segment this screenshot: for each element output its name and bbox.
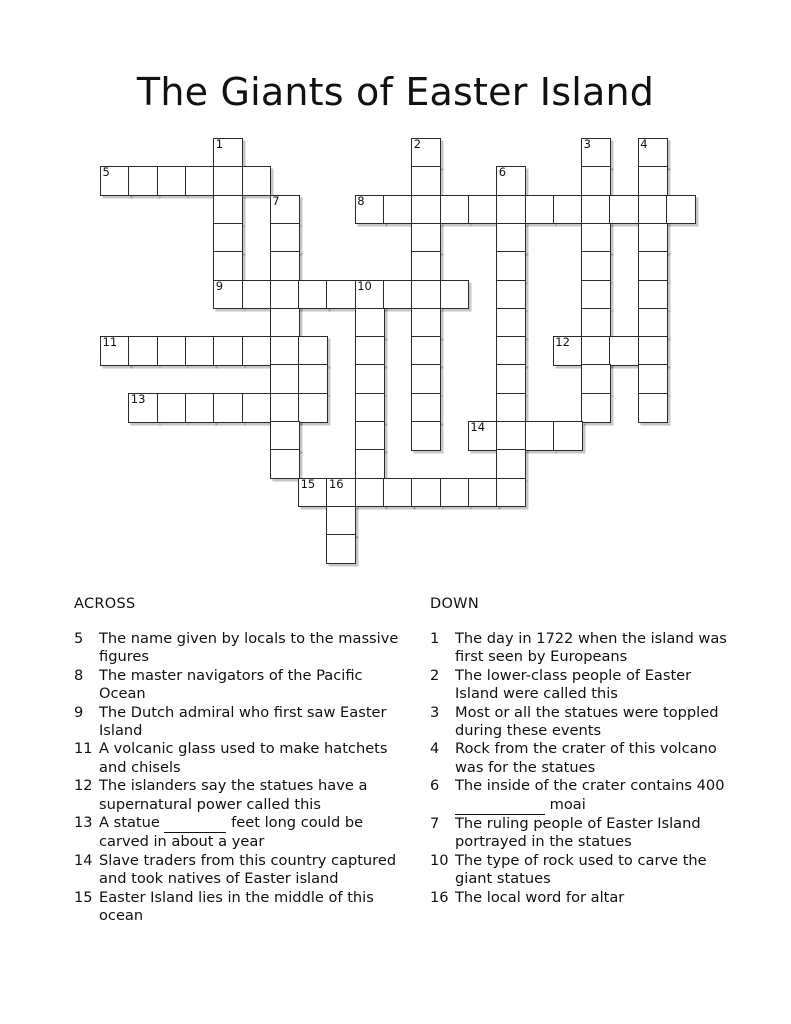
cell-r11c9[interactable]	[355, 449, 385, 479]
cell-r6c14[interactable]	[496, 308, 526, 338]
clue-item[interactable]	[74, 852, 404, 889]
clue-item[interactable]	[74, 777, 404, 814]
cell-r12c9[interactable]	[355, 478, 385, 508]
cell-r1c1[interactable]	[128, 166, 158, 196]
cell-r8c17[interactable]	[581, 364, 611, 394]
cell-r12c11[interactable]	[411, 478, 441, 508]
cell-r13c8[interactable]	[326, 506, 356, 536]
cell-r0c11[interactable]	[411, 138, 441, 168]
clue-item[interactable]	[430, 777, 730, 815]
clue-text: The local word for altar	[455, 888, 625, 906]
cell-number-6: 6	[498, 165, 507, 180]
clue-number: 8	[74, 666, 84, 684]
clue-item[interactable]	[430, 740, 730, 777]
down-clue-column	[430, 596, 730, 907]
cell-r12c12[interactable]	[440, 478, 470, 508]
cell-r9c7[interactable]	[298, 393, 328, 423]
clue-text: The type of rock used to carve the giant statues	[455, 851, 707, 888]
cell-r7c5[interactable]	[242, 336, 272, 366]
clue-item[interactable]	[74, 814, 404, 852]
cell-number-5: 5	[102, 165, 110, 180]
cell-r2c11[interactable]	[411, 195, 441, 225]
cell-r10c15[interactable]	[525, 421, 555, 451]
cell-r9c2[interactable]	[157, 393, 187, 423]
cell-r0c17[interactable]	[581, 138, 611, 168]
down-heading: DOWN	[430, 596, 479, 612]
cell-number-15: 15	[300, 476, 316, 491]
cell-r10c11[interactable]	[411, 421, 441, 451]
cell-r5c17[interactable]	[581, 280, 611, 310]
cell-r5c8[interactable]	[326, 280, 356, 310]
cell-r10c14[interactable]	[496, 421, 526, 451]
clue-text: Slave traders from this country captured and took natives of Easter island	[99, 851, 397, 888]
cell-r2c4[interactable]	[213, 195, 243, 225]
cell-r1c11[interactable]	[411, 166, 441, 196]
cell-r11c14[interactable]	[496, 449, 526, 479]
cell-number-11: 11	[102, 335, 118, 350]
cell-r4c11[interactable]	[411, 251, 441, 281]
cell-number-1: 1	[215, 137, 224, 151]
cell-r5c7[interactable]	[298, 280, 328, 310]
cell-r8c14[interactable]	[496, 364, 526, 394]
clue-text: The islanders say the statues have a supernatural power called this	[99, 777, 368, 813]
down-clue-list	[430, 630, 730, 907]
cell-r4c4[interactable]	[213, 251, 243, 281]
clue-number: 13	[74, 814, 93, 832]
cell-r5c9[interactable]	[355, 280, 385, 310]
cell-r10c6[interactable]	[270, 421, 300, 451]
cell-r2c18[interactable]	[609, 195, 639, 225]
clue-number: 5	[74, 630, 84, 647]
cell-r7c7[interactable]	[298, 336, 328, 366]
clue-text: Easter Island lies in the middle of this ocean	[99, 888, 374, 925]
cell-r7c1[interactable]	[128, 336, 158, 366]
cell-r1c3[interactable]	[185, 166, 215, 196]
cell-r5c19[interactable]	[638, 280, 668, 310]
cell-number-16: 16	[328, 476, 344, 491]
cell-r4c17[interactable]	[581, 251, 611, 281]
clue-number: 10	[430, 851, 449, 869]
cell-r5c5[interactable]	[242, 280, 272, 310]
cell-r3c19[interactable]	[638, 223, 668, 253]
clue-item[interactable]	[74, 740, 404, 777]
clue-number: 12	[74, 777, 93, 795]
clue-number: 16	[430, 888, 449, 906]
cell-r2c9[interactable]	[355, 195, 385, 225]
cell-r12c7[interactable]	[298, 478, 328, 508]
across-heading: ACROSS	[74, 596, 136, 612]
cell-r3c6[interactable]	[270, 223, 300, 253]
cell-r9c9[interactable]	[355, 393, 385, 423]
cell-number-2: 2	[413, 137, 422, 151]
cell-r3c4[interactable]	[213, 223, 243, 253]
across-clue-column	[74, 596, 404, 926]
cell-r1c0[interactable]	[100, 166, 130, 196]
cell-r2c12[interactable]	[440, 195, 470, 225]
cell-number-13: 13	[130, 391, 146, 406]
cell-r7c6[interactable]	[270, 336, 300, 366]
clue-item[interactable]	[74, 704, 404, 741]
cell-r7c11[interactable]	[411, 336, 441, 366]
cell-r12c10[interactable]	[383, 478, 413, 508]
cell-r7c16[interactable]	[553, 336, 583, 366]
clue-text: The master navigators of the Pacific Ocean	[99, 666, 363, 703]
cell-r9c6[interactable]	[270, 393, 300, 423]
cell-r1c5[interactable]	[242, 166, 272, 196]
cell-number-4: 4	[640, 137, 648, 151]
cell-r1c2[interactable]	[157, 166, 187, 196]
cell-r12c8[interactable]	[326, 478, 356, 508]
clue-text: A volcanic glass used to make hatchets and chisels	[99, 740, 388, 776]
cell-r9c17[interactable]	[581, 393, 611, 423]
cell-r7c18[interactable]	[609, 336, 639, 366]
cell-r12c13[interactable]	[468, 478, 498, 508]
cell-r0c4[interactable]	[213, 138, 243, 168]
cell-r2c20[interactable]	[666, 195, 696, 225]
clue-item[interactable]	[430, 889, 730, 907]
cell-r2c19[interactable]	[638, 195, 668, 225]
clue-text: The ruling people of Easter Island portrayed in the statues	[455, 815, 701, 851]
cell-r9c14[interactable]	[496, 393, 526, 423]
clue-number: 3	[430, 703, 440, 721]
clue-text: The name given by locals to the massive figures	[99, 630, 399, 666]
clue-text: The day in 1722 when the island was first seen by Europeans	[455, 630, 727, 666]
clue-item[interactable]	[430, 630, 730, 667]
cell-r2c15[interactable]	[525, 195, 555, 225]
cell-r5c12[interactable]	[440, 280, 470, 310]
cell-r8c19[interactable]	[638, 364, 668, 394]
cell-r1c19[interactable]	[638, 166, 668, 196]
cell-r5c4[interactable]	[213, 280, 243, 310]
cell-r8c9[interactable]	[355, 364, 385, 394]
cell-r5c11[interactable]	[411, 280, 441, 310]
cell-r7c4[interactable]	[213, 336, 243, 366]
clue-number: 11	[74, 740, 93, 758]
cell-r5c14[interactable]	[496, 280, 526, 310]
answer-blank-rule	[455, 796, 545, 815]
clue-number: 9	[74, 703, 84, 721]
cell-r10c13[interactable]	[468, 421, 498, 451]
clue-text: A statue feet long could be carved in about a year	[99, 814, 364, 851]
clue-number: 6	[430, 777, 440, 795]
cell-r10c16[interactable]	[553, 421, 583, 451]
cell-r4c14[interactable]	[496, 251, 526, 281]
cell-r7c3[interactable]	[185, 336, 215, 366]
cell-r7c14[interactable]	[496, 336, 526, 366]
clue-text: The inside of the crater contains 400 moai	[455, 777, 730, 815]
clue-text: Rock from the crater of this volcano was for the statues	[455, 740, 717, 776]
cell-r4c6[interactable]	[270, 251, 300, 281]
cell-r9c3[interactable]	[185, 393, 215, 423]
cell-r2c17[interactable]	[581, 195, 611, 225]
cell-number-9: 9	[215, 278, 224, 293]
cell-r2c10[interactable]	[383, 195, 413, 225]
cell-r9c1[interactable]	[128, 393, 158, 423]
cell-r9c5[interactable]	[242, 393, 272, 423]
cell-number-10: 10	[357, 278, 372, 293]
cell-r8c7[interactable]	[298, 364, 328, 394]
clue-number: 7	[430, 815, 440, 833]
cell-r5c6[interactable]	[270, 280, 300, 310]
cell-r2c6[interactable]	[270, 195, 300, 225]
cell-r6c9[interactable]	[355, 308, 385, 338]
cell-r6c6[interactable]	[270, 308, 300, 338]
cell-r2c16[interactable]	[553, 195, 583, 225]
cell-r12c14[interactable]	[496, 478, 526, 508]
cell-r7c9[interactable]	[355, 336, 385, 366]
cell-r14c8[interactable]	[326, 534, 356, 564]
cell-r7c17[interactable]	[581, 336, 611, 366]
cell-r5c10[interactable]	[383, 280, 413, 310]
cell-r4c19[interactable]	[638, 251, 668, 281]
cell-r8c11[interactable]	[411, 364, 441, 394]
clue-item[interactable]	[430, 704, 730, 741]
cell-number-3: 3	[583, 137, 591, 151]
cell-r10c9[interactable]	[355, 421, 385, 451]
cell-r1c4[interactable]	[213, 166, 243, 196]
cell-r2c13[interactable]	[468, 195, 498, 225]
cell-r2c14[interactable]	[496, 195, 526, 225]
cell-r9c4[interactable]	[213, 393, 243, 423]
clue-number: 2	[430, 666, 440, 684]
cell-r8c6[interactable]	[270, 364, 300, 394]
cell-r9c19[interactable]	[638, 393, 668, 423]
clue-item[interactable]	[430, 815, 730, 852]
clue-number: 4	[430, 740, 440, 758]
cell-r3c11[interactable]	[411, 223, 441, 253]
cell-number-14: 14	[470, 420, 486, 434]
cell-r3c14[interactable]	[496, 223, 526, 253]
cell-r7c2[interactable]	[157, 336, 187, 366]
cell-number-7: 7	[272, 193, 280, 208]
cell-r6c19[interactable]	[638, 308, 668, 338]
cell-r9c11[interactable]	[411, 393, 441, 423]
cell-r7c19[interactable]	[638, 336, 668, 366]
clues-section	[0, 596, 791, 996]
cell-r3c17[interactable]	[581, 223, 611, 253]
clue-text: The Dutch admiral who first saw Easter Island	[99, 703, 387, 740]
clue-number: 1	[430, 630, 440, 647]
answer-blank-rule	[164, 814, 226, 833]
page-title: The Giants of Easter Island	[136, 70, 655, 115]
cell-r1c17[interactable]	[581, 166, 611, 196]
across-clue-list	[74, 630, 404, 926]
cell-r1c14[interactable]	[496, 166, 526, 196]
clue-item[interactable]	[74, 889, 404, 926]
clue-item[interactable]	[430, 852, 730, 889]
clue-item[interactable]	[74, 667, 404, 704]
cell-r11c6[interactable]	[270, 449, 300, 479]
cell-r6c17[interactable]	[581, 308, 611, 338]
cell-r0c19[interactable]	[638, 138, 668, 168]
clue-number: 15	[74, 888, 93, 906]
clue-item[interactable]	[430, 667, 730, 704]
cell-number-12: 12	[555, 335, 570, 350]
cell-r6c11[interactable]	[411, 308, 441, 338]
cell-r7c0[interactable]	[100, 336, 130, 366]
cell-number-8: 8	[357, 193, 365, 208]
clue-text: The lower-class people of Easter Island were called this	[455, 666, 692, 703]
clue-text: Most or all the statues were toppled during these events	[455, 703, 719, 740]
clue-item[interactable]	[74, 630, 404, 667]
clue-number: 14	[74, 851, 93, 869]
